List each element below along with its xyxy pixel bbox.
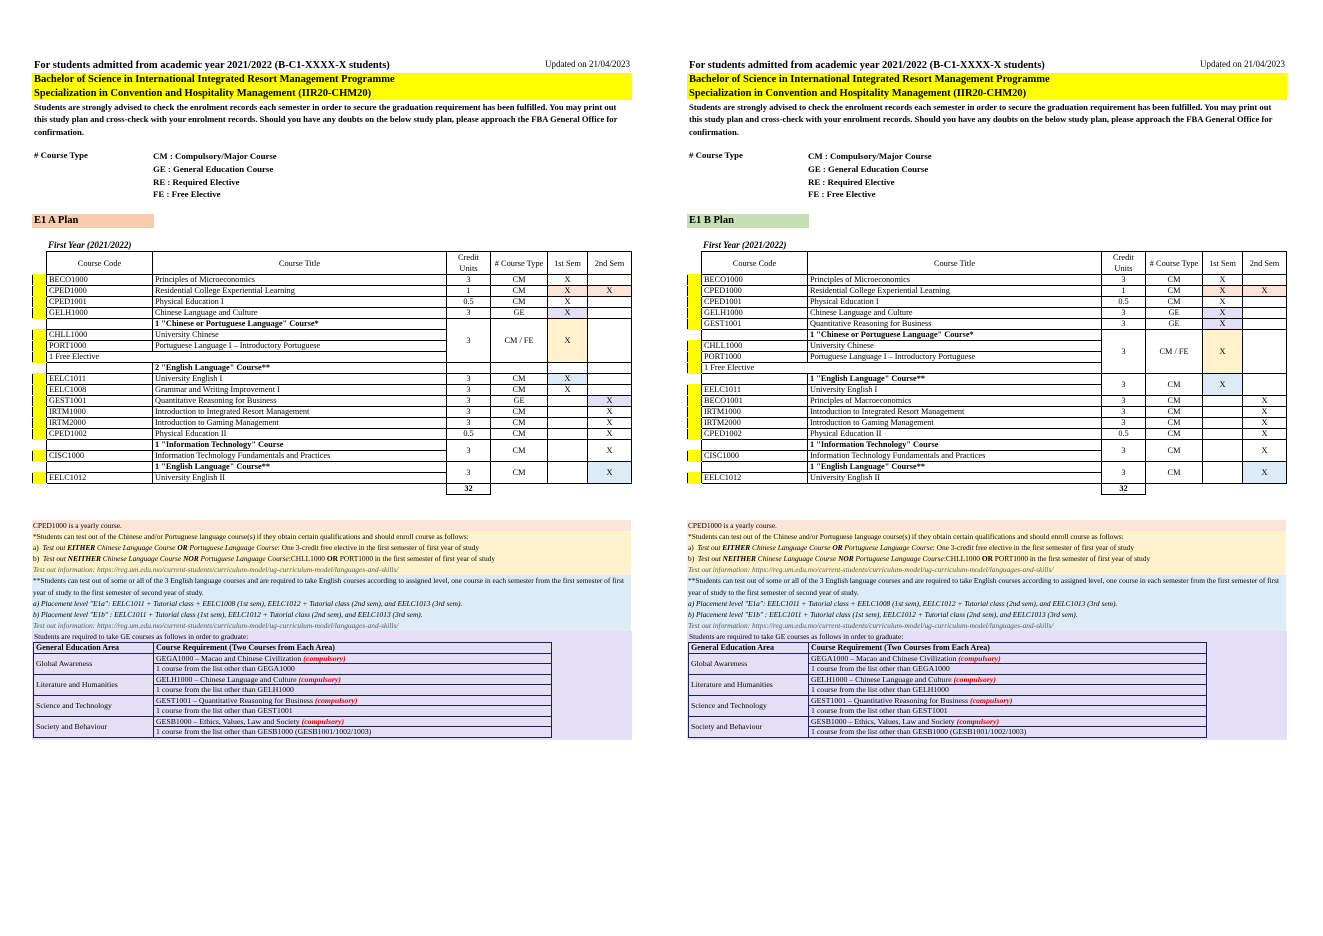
- plan-b-column: [687, 58, 1287, 740]
- table-row: 1 "Information Technology" Course 3 CM X: [688, 440, 1287, 451]
- note-lang-intro: *Students can test out of the Chinese and/or Portuguese language course(s) if they obtain certain qualifications and should enroll course as follows:: [687, 531, 1286, 542]
- table-row: EELC1011 University English I 3 CM X: [33, 374, 632, 385]
- year-label: First Year (2021/2022): [48, 240, 132, 250]
- col-title: Course Title: [808, 252, 1102, 275]
- updated-date: Updated on 21/04/2023: [545, 59, 630, 69]
- table-row: CPED1002 Physical Education II 0.5 CM X: [33, 429, 632, 440]
- ge-table: General Education Area Course Requirement (Two Courses from Each Area) Global Awareness GEGA1000 – Macao and Chinese Civilization (compulsory) 1 course from the list other than GEGA1000 Literature and Humanities GELH1000 – Chinese Language and Culture (compulsory) 1 course from the list other than GELH1000 Science and Technology GEST1001 – Quantitative Reasoning for Business (compulsory) 1 course from the list other than GEST1001 Society and Behaviour GESB1000 – Ethics, Values, Law and Society (compulsory) 1 course from the list other than GESB1000 (GESB1001/1002/1003): [688, 642, 1207, 738]
- notes: [32, 520, 631, 740]
- note-eng-b: b) Placement level "E1b" : EELC1011 + Tutorial class (1st sem), EELC1012 + Tutorial class (2nd sem), and EELC1013 (3rd sem).: [32, 609, 631, 620]
- col-type: # Course Type: [491, 252, 548, 275]
- col-code: Course Code: [702, 252, 808, 275]
- table-row: CPED1000 Residential College Experiential Learning 1 CM X X: [688, 286, 1287, 297]
- advice-text: Students are strongly advised to check the enrolment records each semester in order to secure the graduation requirement has been fulfilled. You may print out this study plan and cross-check with your enrolment records. Should you have any doubts on the below study plan, please approach the FBA General Office for confirmation.: [689, 102, 1273, 137]
- table-row: CISC1000 Information Technology Fundamentals and Practices: [688, 451, 1287, 462]
- col-type: # Course Type: [1146, 252, 1203, 275]
- col-credit: Credit Units: [447, 252, 491, 275]
- course-type-label: # Course Type: [689, 150, 743, 160]
- plan-a-column: [32, 58, 632, 740]
- plan-a-table: [32, 251, 632, 495]
- note-eng-b: b) Placement level "E1b" : EELC1011 + Tutorial class (1st sem), EELC1012 + Tutorial class (2nd sem), and EELC1013 (3rd sem).: [687, 609, 1286, 620]
- table-row: IRTM2000 Introduction to Gaming Management 3 CM X: [688, 418, 1287, 429]
- note-lang-link: Test out information: https://reg.um.edu.mo/current-students/curriculum-model/ug-curriculum-model/languages-and-skills/: [687, 564, 1286, 575]
- table-row: BECO1000 Principles of Microeconomics 3 CM X: [688, 275, 1287, 286]
- note-yearly: CPED1000 is a yearly course.: [32, 520, 631, 531]
- table-row: EELC1011 University English I: [688, 385, 1287, 396]
- specialization-name: Specialization in Convention and Hospitality Management (IIR20-CHM20): [687, 87, 1287, 101]
- table-row: GEST1001 Quantitative Reasoning for Business 3 GE X: [688, 319, 1287, 330]
- table-row: PORT1000 Portuguese Language I – Introductory Portuguese: [688, 352, 1287, 363]
- table-row: IRTM2000 Introduction to Gaming Management 3 CM X: [33, 418, 632, 429]
- course-type-fe: FE : Free Elective: [808, 189, 876, 200]
- advice-text: Students are strongly advised to check the enrolment records each semester in order to secure the graduation requirement has been fulfilled. You may print out this study plan and cross-check with your enrolment records. Should you have any doubts on the below study plan, please approach the FBA General Office for confirmation.: [34, 102, 618, 137]
- table-row: GELH1000 Chinese Language and Culture 3 GE X: [33, 308, 632, 319]
- table-row: 1 "English Language" Course** 3 CM X: [688, 374, 1287, 385]
- total-credits: 32: [1102, 484, 1146, 495]
- updated-date: Updated on 21/04/2023: [1200, 59, 1285, 69]
- course-type-legend: [687, 150, 1287, 204]
- specialization-name: Specialization in Convention and Hospitality Management (IIR20-CHM20): [32, 87, 632, 101]
- page-title: For students admitted from academic year 2021/2022 (B-C1-XXXX-X students): [34, 60, 390, 71]
- course-type-cm: CM : Compulsory/Major Course: [808, 151, 932, 161]
- course-type-re: RE : Required Elective: [808, 176, 895, 187]
- course-type-ge: GE : General Education Course: [153, 163, 274, 174]
- col-sem2: 2nd Sem: [1243, 252, 1287, 275]
- col-code: Course Code: [47, 252, 153, 275]
- table-row: CPED1001 Physical Education I 0.5 CM X: [688, 297, 1287, 308]
- note-lang-a: a) Test out EITHER Chinese Language Course OR Portuguese Language Course: One 3-credit free elective in the first semester of first year of study: [687, 542, 1286, 553]
- course-type-ge: GE : General Education Course: [808, 163, 929, 174]
- table-row: 2 "English Language" Course**: [33, 363, 632, 374]
- table-row: CPED1002 Physical Education II 0.5 CM X: [688, 429, 1287, 440]
- plan-b-table: [687, 251, 1287, 495]
- note-eng-intro: **Students can test out of some or all of the 3 English language courses and are required to take English courses according to assigned level, one course in each semester from the first semester of first year of study to the first semester of second year of study.: [32, 575, 631, 597]
- note-lang-a: a) Test out EITHER Chinese Language Course OR Portuguese Language Course: One 3-credit free elective in the first semester of first year of study: [32, 542, 631, 553]
- table-header: [688, 252, 1287, 275]
- table-row: GELH1000 Chinese Language and Culture 3 GE X: [688, 308, 1287, 319]
- col-sem1: 1st Sem: [1203, 252, 1243, 275]
- table-header: [33, 252, 632, 275]
- col-sem2: 2nd Sem: [588, 252, 632, 275]
- note-eng-a: a) Placement level "E1a": EELC1011 + Tutorial class + EELC1008 (1st sem), EELC1012 + Tutorial class (2nd sem), and EELC1013 (3rd sem).: [32, 598, 631, 609]
- col-credit: Credit Units: [1102, 252, 1146, 275]
- plan-a-title: E1 A Plan: [32, 214, 154, 228]
- col-title: Course Title: [153, 252, 447, 275]
- table-row: EELC1012 University English II: [688, 473, 1287, 484]
- table-row: EELC1012 University English II: [33, 473, 632, 484]
- course-type-fe: FE : Free Elective: [153, 189, 221, 200]
- table-row: IRTM1000 Introduction to Integrated Resort Management 3 CM X: [688, 407, 1287, 418]
- note-lang-intro: *Students can test out of the Chinese and/or Portuguese language course(s) if they obtain certain qualifications and should enroll course as follows:: [32, 531, 631, 542]
- table-row: 1 "English Language" Course** 3 CM X: [688, 462, 1287, 473]
- header-row: [687, 58, 1287, 73]
- table-row: CHLL1000 University Chinese: [688, 341, 1287, 352]
- programme-name: Bachelor of Science in International Integrated Resort Management Programme: [687, 73, 1287, 87]
- total-credits: 32: [447, 484, 491, 495]
- note-lang-b: b) Test out NEITHER Chinese Language Course NOR Portuguese Language Course:CHLL1000 OR PORT1000 in the first semester of first year of study: [32, 553, 631, 564]
- plan-b-title: E1 B Plan: [687, 214, 809, 228]
- table-row: PORT1000 Portuguese Language I – Introductory Portuguese: [33, 341, 632, 352]
- note-eng-link: Test out information: https://reg.um.edu.mo/current-students/curriculum-model/ug-curriculum-model/languages-and-skills/: [687, 620, 1286, 631]
- table-row: CISC1000 Information Technology Fundamentals and Practices: [33, 451, 632, 462]
- table-row: 1 "Chinese or Portuguese Language" Course* 3 CM / FE X: [33, 319, 632, 330]
- table-row: 1 "English Language" Course** 3 CM X: [33, 462, 632, 473]
- ge-section: [687, 631, 1287, 740]
- note-lang-link: Test out information: https://reg.um.edu.mo/current-students/curriculum-model/ug-curriculum-model/languages-and-skills/: [32, 564, 631, 575]
- table-row: 1 "Information Technology" Course 3 CM X: [33, 440, 632, 451]
- note-eng-intro: **Students can test out of some or all of the 3 English language courses and are required to take English courses according to assigned level, one course in each semester from the first semester of first year of study to the first semester of second year of study.: [687, 575, 1286, 597]
- total-row: [688, 484, 1287, 495]
- note-ge-intro: Students are required to take GE courses as follows in order to graduate:: [34, 631, 249, 641]
- programme-name: Bachelor of Science in International Integrated Resort Management Programme: [32, 73, 632, 87]
- course-type-cm: CM : Compulsory/Major Course: [153, 151, 277, 161]
- page-title: For students admitted from academic year 2021/2022 (B-C1-XXXX-X students): [689, 60, 1045, 71]
- year-label: First Year (2021/2022): [703, 240, 787, 250]
- table-row: 1 Free Elective: [33, 352, 632, 363]
- table-row: CPED1001 Physical Education I 0.5 CM X: [33, 297, 632, 308]
- note-yearly: CPED1000 is a yearly course.: [687, 520, 1286, 531]
- note-lang-b: b) Test out NEITHER Chinese Language Course NOR Portuguese Language Course:CHLL1000 OR PORT1000 in the first semester of first year of study: [687, 553, 1286, 564]
- table-row: 1 "Chinese or Portuguese Language" Course* 3 CM / FE X: [688, 330, 1287, 341]
- note-eng-a: a) Placement level "E1a": EELC1011 + Tutorial class + EELC1008 (1st sem), EELC1012 + Tutorial class (2nd sem), and EELC1013 (3rd sem).: [687, 598, 1286, 609]
- note-eng-link: Test out information: https://reg.um.edu.mo/current-students/curriculum-model/ug-curriculum-model/languages-and-skills/: [32, 620, 631, 631]
- header-row: [32, 58, 632, 73]
- table-row: BECO1000 Principles of Microeconomics 3 CM X: [33, 275, 632, 286]
- course-type-label: # Course Type: [34, 150, 88, 160]
- col-sem1: 1st Sem: [548, 252, 588, 275]
- table-row: CPED1000 Residential College Experiential Learning 1 CM X X: [33, 286, 632, 297]
- table-row: IRTM1000 Introduction to Integrated Resort Management 3 CM X: [33, 407, 632, 418]
- table-row: 1 Free Elective: [688, 363, 1287, 374]
- table-row: EELC1008 Grammar and Writing Improvement I 3 CM X: [33, 385, 632, 396]
- course-type-re: RE : Required Elective: [153, 176, 240, 187]
- table-row: BECO1001 Principles of Macroeconomics 3 CM X: [688, 396, 1287, 407]
- table-row: CHLL1000 University Chinese: [33, 330, 632, 341]
- table-row: GEST1001 Quantitative Reasoning for Business 3 GE X: [33, 396, 632, 407]
- note-ge-intro: Students are required to take GE courses as follows in order to graduate:: [689, 631, 904, 641]
- ge-table: General Education Area Course Requirement (Two Courses from Each Area) Global Awareness GEGA1000 – Macao and Chinese Civilization (compulsory) 1 course from the list other than GEGA1000 Literature and Humanities GELH1000 – Chinese Language and Culture (compulsory) 1 course from the list other than GELH1000 Science and Technology GEST1001 – Quantitative Reasoning for Business (compulsory) 1 course from the list other than GEST1001 Society and Behaviour GESB1000 – Ethics, Values, Law and Society (compulsory) 1 course from the list other than GESB1000 (GESB1001/1002/1003): [33, 642, 552, 738]
- notes: [687, 520, 1286, 740]
- total-row: [33, 484, 632, 495]
- ge-section: [32, 631, 632, 740]
- course-type-legend: [32, 150, 632, 204]
